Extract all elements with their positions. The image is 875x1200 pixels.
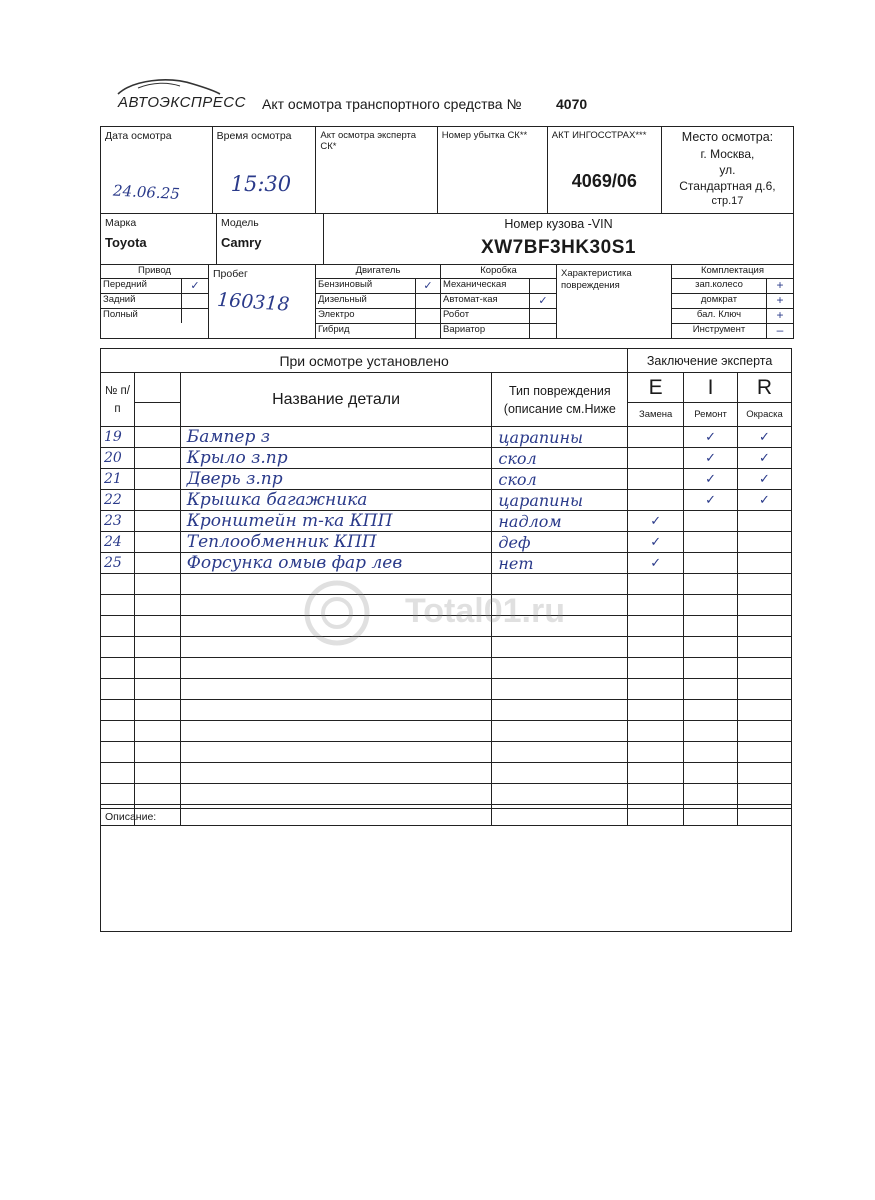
table-row [101,511,792,532]
row-extra[interactable] [134,616,180,637]
row-mark-repair[interactable] [684,574,738,595]
time-value: 15:30 [230,172,292,196]
equipment-option-wrench: бал. Ключ [696,309,742,320]
row-mark-paint[interactable] [738,511,792,532]
table-row [101,700,792,721]
row-mark-repair[interactable]: ✓ [684,490,738,511]
row-part-name[interactable]: Бампер з [180,427,492,448]
row-mark-replace[interactable] [628,616,684,637]
drive-option-row [101,294,208,309]
row-mark-paint[interactable] [738,742,792,763]
expert-act-cell [316,127,437,214]
row-extra[interactable] [134,595,180,616]
drive-mark-rear[interactable] [181,294,208,308]
row-mark-repair[interactable] [684,595,738,616]
model-cell [217,214,324,265]
col-header-blank [134,373,180,403]
expert-act-label: Акт осмотра эксперта СК* [320,130,417,152]
drive-mark-front[interactable]: ✓ [181,279,208,293]
equipment-mark-jack[interactable]: + [766,294,793,308]
place-building: стр.17 [711,195,744,207]
row-number[interactable] [101,616,135,637]
equipment-label: Комплектация [672,265,793,279]
date-cell [101,127,213,214]
date-value: 24.06.25 [112,181,181,204]
row-damage-type[interactable]: царапины [492,427,628,448]
row-mark-paint[interactable] [738,721,792,742]
watermark [285,578,605,648]
engine-option-row [316,324,440,338]
row-mark-repair[interactable] [684,616,738,637]
row-mark-paint[interactable] [738,553,792,574]
place-label: Место осмотра: [681,130,774,144]
row-extra[interactable] [134,700,180,721]
engine-mark-hybrid[interactable] [415,324,440,338]
row-number[interactable]: 21 [101,469,135,490]
col-header-e-sub: Замена [628,403,684,427]
equipment-option-row [672,309,793,324]
equipment-option-tools: Инструмент [692,324,746,335]
row-mark-replace[interactable] [628,784,684,805]
row-mark-replace[interactable] [628,700,684,721]
row-mark-replace[interactable]: ✓ [628,532,684,553]
row-mark-repair[interactable] [684,721,738,742]
engine-label: Двигатель [316,265,440,279]
row-mark-replace[interactable] [628,469,684,490]
row-mark-replace[interactable] [628,721,684,742]
brand-value: Toyota [105,235,147,250]
drive-label: Привод [101,265,208,279]
row-mark-repair[interactable] [684,511,738,532]
table-row [101,784,792,805]
gearbox-option-cvt: Вариатор [443,324,486,335]
gearbox-option-row [441,324,556,338]
vin-label: Номер кузова -VIN [504,217,613,231]
row-mark-replace[interactable] [628,427,684,448]
row-extra[interactable] [134,553,180,574]
row-damage-type[interactable]: царапины [492,490,628,511]
row-extra[interactable] [134,763,180,784]
ingos-act-label: АКТ ИНГОССТРАХ*** [551,130,647,141]
row-damage-type[interactable]: деф [492,532,628,553]
vin-value: XW7BF3HK30S1 [481,237,636,258]
engine-cell [316,265,441,339]
logo-text: АВТОЭКСПРЕСС [118,94,246,111]
row-part-name[interactable] [180,679,492,700]
mileage-cell [209,265,316,339]
row-part-name[interactable]: Крышка багажника [180,490,492,511]
header-row-1 [100,126,794,214]
row-extra[interactable] [134,469,180,490]
gearbox-mark-manual[interactable] [529,279,556,293]
row-mark-replace[interactable] [628,448,684,469]
table-row [101,469,792,490]
table-row [101,763,792,784]
brand-cell [101,214,217,265]
row-mark-repair[interactable] [684,763,738,784]
col-header-i: I [684,373,738,403]
row-extra[interactable] [134,490,180,511]
row-mark-repair[interactable] [684,532,738,553]
col-header-no: № п/п [101,373,135,427]
date-label: Дата осмотра [105,130,172,142]
row-damage-type[interactable] [492,679,628,700]
row-part-name[interactable] [180,658,492,679]
brand-label: Марка [105,217,137,229]
row-mark-replace[interactable] [628,679,684,700]
engine-mark-diesel[interactable] [415,294,440,308]
row-number[interactable]: 19 [101,427,135,448]
row-extra[interactable] [134,721,180,742]
row-mark-repair[interactable] [684,742,738,763]
place-cell [661,127,793,214]
details-section-title: При осмотре установлено [101,349,628,373]
act-number: 4070 [556,96,588,112]
model-value: Camry [221,235,262,250]
row-mark-replace[interactable] [628,490,684,511]
equipment-option-jack: домкрат [700,294,738,305]
ingos-act-value: 4069/06 [571,171,637,191]
row-mark-paint[interactable] [738,784,792,805]
col-header-r: R [738,373,792,403]
col-header-i-sub: Ремонт [684,403,738,427]
model-label: Модель [221,217,259,229]
row-damage-type[interactable] [492,658,628,679]
col-header-name: Название детали [180,373,492,427]
row-damage-type[interactable] [492,784,628,805]
row-mark-paint[interactable] [738,658,792,679]
equipment-option-row [672,294,793,309]
drive-option-rear: Задний [103,294,136,305]
gearbox-mark-cvt[interactable] [529,324,556,338]
table-row [101,490,792,511]
row-damage-type[interactable]: надлом [492,511,628,532]
row-mark-repair[interactable] [684,637,738,658]
row-number[interactable]: 25 [101,553,135,574]
row-mark-repair[interactable] [684,784,738,805]
table-row [101,679,792,700]
description-label: Описание: [105,811,157,823]
gearbox-label: Коробка [441,265,556,279]
header-row-2 [100,213,794,265]
row-mark-paint[interactable]: ✓ [738,448,792,469]
equipment-mark-tools[interactable]: – [766,324,793,338]
engine-option-row [316,279,440,294]
equipment-option-spare: зап.колесо [695,279,743,290]
row-extra[interactable] [134,427,180,448]
row-number[interactable] [101,679,135,700]
row-number[interactable] [101,763,135,784]
loss-number-cell [437,127,547,214]
table-row [101,721,792,742]
inspection-header [100,126,794,339]
row-number[interactable] [101,784,135,805]
mileage-label: Пробег [213,268,248,280]
row-part-name[interactable] [180,721,492,742]
equipment-cell [672,265,794,339]
row-damage-type[interactable]: нет [492,553,628,574]
row-damage-type[interactable] [492,763,628,784]
row-number[interactable] [101,700,135,721]
damage-char-cell [557,265,672,339]
row-mark-repair[interactable]: ✓ [684,427,738,448]
drive-cell [101,265,209,339]
engine-mark-electro[interactable] [415,309,440,323]
row-number[interactable] [101,637,135,658]
row-number[interactable] [101,595,135,616]
engine-option-diesel: Дизельный [318,294,367,305]
place-street: ул. [719,163,736,177]
col-header-r-sub: Окраска [738,403,792,427]
drive-option-full: Полный [103,309,138,320]
row-mark-paint[interactable] [738,595,792,616]
table-row [101,553,792,574]
ingos-act-cell [547,127,661,214]
row-mark-replace[interactable] [628,637,684,658]
row-extra[interactable] [134,448,180,469]
row-damage-type[interactable] [492,742,628,763]
drive-option-front: Передний [103,279,147,290]
row-part-name[interactable]: Форсунка омыв фар лев [180,553,492,574]
table-row [101,742,792,763]
row-mark-paint[interactable] [738,679,792,700]
row-damage-type[interactable] [492,700,628,721]
equipment-option-row [672,324,793,338]
gearbox-cell [441,265,557,339]
document-title: Акт осмотра транспортного средства № [262,96,522,112]
row-mark-replace[interactable] [628,595,684,616]
row-number[interactable]: 22 [101,490,135,511]
row-part-name[interactable]: Теплообменник КПП [180,532,492,553]
row-mark-replace[interactable]: ✓ [628,511,684,532]
gearbox-option-row [441,279,556,294]
place-city: г. Москва, [700,147,755,161]
row-mark-paint[interactable] [738,700,792,721]
row-mark-paint[interactable]: ✓ [738,427,792,448]
row-mark-replace[interactable] [628,742,684,763]
row-number[interactable]: 20 [101,448,135,469]
engine-option-petrol: Бензиновый [318,279,373,290]
engine-option-row [316,309,440,324]
row-extra[interactable] [134,574,180,595]
row-mark-paint[interactable]: ✓ [738,490,792,511]
engine-mark-petrol[interactable]: ✓ [415,279,440,293]
row-mark-repair[interactable]: ✓ [684,448,738,469]
row-number[interactable] [101,658,135,679]
row-mark-paint[interactable]: ✓ [738,469,792,490]
row-number[interactable]: 23 [101,511,135,532]
table-row [101,658,792,679]
time-cell [212,127,316,214]
row-extra[interactable] [134,784,180,805]
damage-char-label: Характеристика повреждения [561,268,632,291]
row-mark-repair[interactable] [684,658,738,679]
engine-option-hybrid: Гибрид [318,324,350,335]
row-extra[interactable] [134,679,180,700]
row-extra[interactable] [134,637,180,658]
gearbox-mark-robot[interactable] [529,309,556,323]
row-number[interactable]: 24 [101,532,135,553]
table-row [101,427,792,448]
row-mark-paint[interactable] [738,574,792,595]
loss-number-label: Номер убытка СК** [441,130,528,141]
time-label: Время осмотра [216,130,292,142]
row-number[interactable] [101,574,135,595]
col-header-damage: Тип повреждения (описание см.Ниже [492,373,628,427]
row-extra[interactable] [134,658,180,679]
watermark-text: Total01.ru [405,592,565,630]
col-header-e: E [628,373,684,403]
drive-option-row [101,309,208,323]
row-mark-replace[interactable] [628,763,684,784]
gearbox-option-manual: Механическая [443,279,507,290]
row-mark-repair[interactable] [684,553,738,574]
row-mark-repair[interactable]: ✓ [684,469,738,490]
header-row-3 [100,264,794,339]
engine-option-electro: Электро [318,309,355,320]
table-row [101,532,792,553]
row-part-name[interactable]: Дверь з.пр [180,469,492,490]
drive-option-row [101,279,208,294]
company-logo [108,74,246,118]
row-part-name[interactable] [180,700,492,721]
row-damage-type[interactable]: скол [492,469,628,490]
row-mark-paint[interactable] [738,532,792,553]
row-extra[interactable] [134,532,180,553]
row-mark-paint[interactable] [738,616,792,637]
row-part-name[interactable]: Кронштейн т-ка КПП [180,511,492,532]
equipment-option-row [672,279,793,294]
row-damage-type[interactable]: скол [492,448,628,469]
engine-option-row [316,294,440,309]
gearbox-option-row [441,309,556,324]
row-mark-replace[interactable]: ✓ [628,553,684,574]
table-row [101,448,792,469]
row-mark-replace[interactable] [628,574,684,595]
description-box[interactable] [100,808,792,932]
row-damage-type[interactable] [492,721,628,742]
row-number[interactable] [101,721,135,742]
row-mark-repair[interactable] [684,700,738,721]
row-mark-paint[interactable] [738,763,792,784]
place-address: Стандартная д.6, [679,179,776,193]
gearbox-option-row [441,294,556,309]
col-header-blank-2 [134,403,180,427]
row-mark-replace[interactable] [628,658,684,679]
equipment-mark-spare[interactable]: + [766,279,793,293]
drive-mark-full[interactable] [181,309,208,323]
vin-cell [324,214,794,265]
row-mark-paint[interactable] [738,637,792,658]
row-part-name[interactable] [180,742,492,763]
row-number[interactable] [101,742,135,763]
row-mark-repair[interactable] [684,679,738,700]
row-part-name[interactable] [180,763,492,784]
equipment-mark-wrench[interactable]: + [766,309,793,323]
gearbox-option-robot: Робот [443,309,470,320]
row-part-name[interactable]: Крыло з.пр [180,448,492,469]
row-extra[interactable] [134,511,180,532]
row-part-name[interactable] [180,784,492,805]
row-extra[interactable] [134,742,180,763]
mileage-value: 160318 [216,288,291,316]
expert-conclusion-title: Заключение эксперта [628,349,792,373]
gearbox-option-auto: Автомат-кая [443,294,498,305]
gearbox-mark-auto[interactable]: ✓ [529,294,556,308]
